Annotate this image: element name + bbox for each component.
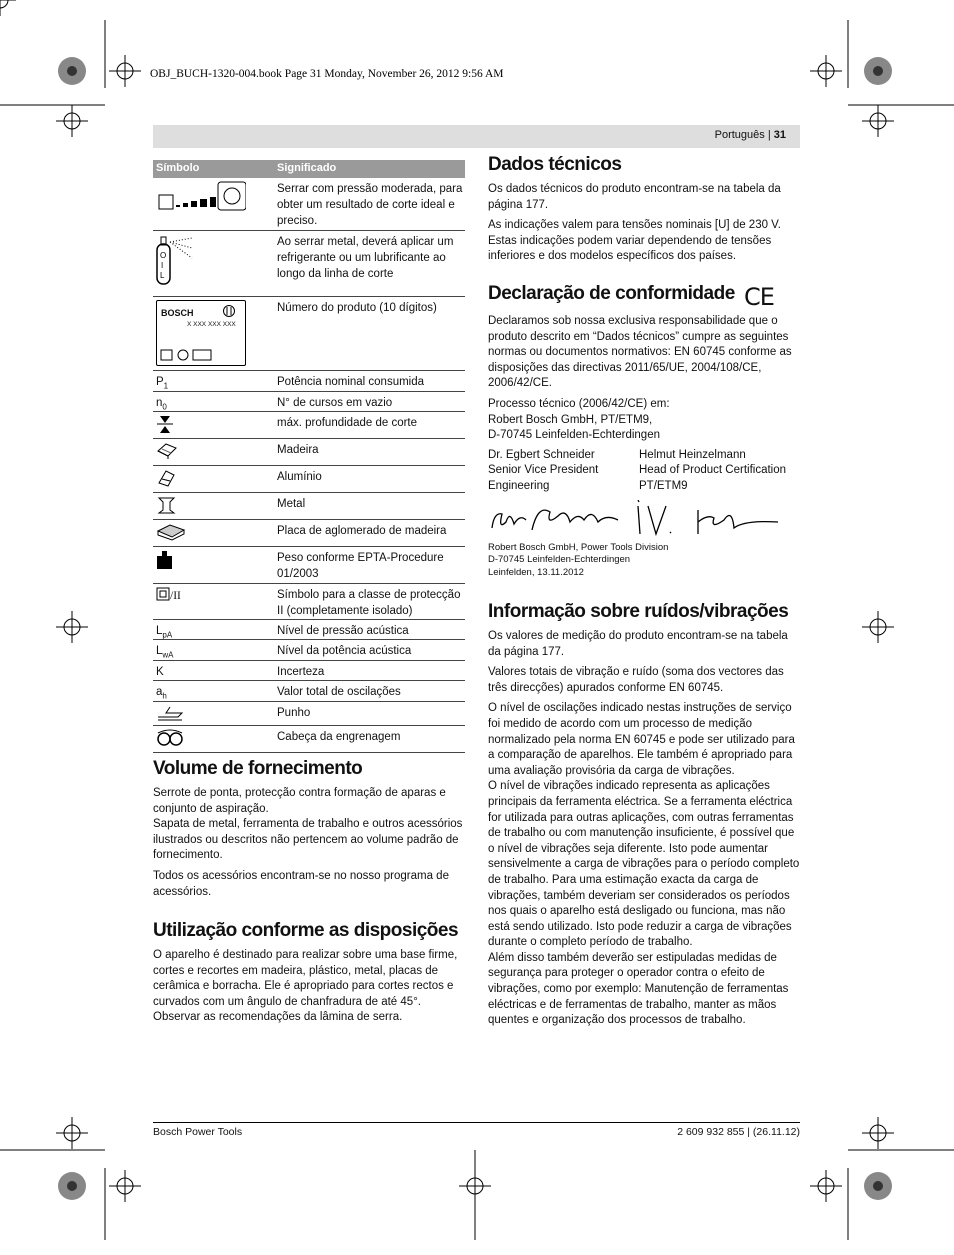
table-row <box>153 520 465 547</box>
paragraph: Declaramos sob nossa exclusiva responsabilidade que o produto descrito em “Dados técnicos” cumpre as seguintes normas ou documentos normativos: EN 60745 conforme as disposições das directivas 2011/65/UE, 2004/108/CE, 2006/42/CE. <box>488 315 792 390</box>
section-title: Utilização conforme as disposições <box>153 920 459 941</box>
paragraph: As indicações valem para tensões nominais [U] de 230 V. Estas indicações podem variar dependendo de tensões inferiores e dos modelos específicos dos países. <box>488 219 781 263</box>
row-meaning: Placa de aglomerado de madeira <box>277 525 447 537</box>
table-row <box>153 297 465 371</box>
oil-icon <box>156 234 196 291</box>
row-symbol: $L_{pA}$ <box>156 625 173 640</box>
nameplate-brand: BOSCH <box>161 308 194 318</box>
row-meaning: Valor total de oscilações <box>277 686 401 698</box>
table-row <box>153 547 465 584</box>
table-row <box>153 412 465 439</box>
table-row <box>153 620 465 640</box>
table-row <box>153 702 465 726</box>
company-line: Robert Bosch GmbH, Power Tools Division <box>488 541 669 553</box>
gear-head-icon <box>156 729 184 752</box>
section-title: Informação sobre ruídos/vibrações <box>488 601 789 622</box>
footer-right: 2 609 932 855 | (26.11.12) <box>677 1126 800 1138</box>
paragraph: Os valores de medição do produto encontram-se na tabela da página 177. <box>488 630 788 658</box>
cut-depth-icon <box>156 415 174 440</box>
row-meaning: Número do produto (10 dígitos) <box>277 302 437 314</box>
svg-text:O: O <box>160 251 167 260</box>
volume-section <box>153 758 465 900</box>
signatories <box>488 448 800 498</box>
conformity-section <box>488 283 800 579</box>
company-line: Leinfelden, 13.11.2012 <box>488 566 584 578</box>
paragraph: Os dados técnicos do produto encontram-se na tabela da página 177. <box>488 183 781 211</box>
row-meaning: Ao serrar metal, deverá aplicar um refrigerante ou um lubrificante ao longo da linha de corte <box>277 236 454 280</box>
nameplate-number: X XXX XXX XXX <box>187 321 236 328</box>
col-meaning-header: Significado <box>277 162 337 174</box>
svg-text:L: L <box>160 271 165 280</box>
table-header <box>153 160 465 178</box>
technical-section <box>488 154 800 265</box>
footer-left: Bosch Power Tools <box>153 1126 243 1138</box>
noise-section <box>488 601 800 1029</box>
paragraph: Todos os acessórios encontram-se no nosso programa de acessórios. <box>153 869 449 898</box>
row-meaning: Madeira <box>277 444 319 456</box>
company-line: D-70745 Leinfelden-Echterdingen <box>488 554 631 566</box>
paragraph: Além disso também deverão ser estipuladas medidas de segurança para proteger o operador contra o efeito de vibrações, como por exemplo: Manutenção de ferramentas eléctricas e de ferramentas de trabalho, manter as mãos quentes e organização dos processos de trabalho. <box>488 951 789 1027</box>
section-title: Declaração de conformidade <box>488 283 735 304</box>
signatory-left: Senior Vice President <box>488 464 599 477</box>
process-line: Processo técnico (2006/42/CE) em: <box>488 397 670 410</box>
paragraph: O aparelho é destinado para realizar sobre uma base firme, cortes e recortes em madeira, plástico, metal, placas de cerâmica e borracha. Ele é apropriado para cortes rectos e curvados com um ângulo de chanfradura de até 45°. Observar as recomendações da lâmina de serra. <box>153 949 458 1024</box>
paragraph: Serrote de ponta, protecção contra formação de aparas e conjunto de aspiração. <box>153 787 446 815</box>
metal-icon <box>156 496 178 519</box>
paragraph: Sapata de metal, ferramenta de trabalho e outros acessórios ilustrados ou descritos não pertencem ao volume padrão de fornecimento. <box>153 818 463 862</box>
page-header <box>153 125 800 148</box>
table-row <box>153 371 465 392</box>
row-symbol: $n_0$ <box>156 397 167 412</box>
process-line: D-70745 Leinfelden-Echterdingen <box>488 429 660 442</box>
ce-mark-icon: CE <box>744 283 774 311</box>
weight-icon <box>156 550 174 575</box>
process-line: Robert Bosch GmbH, PT/ETM9, <box>488 413 653 426</box>
paragraph: O nível de vibrações indicado representa as aplicações principais da ferramenta eléctrica. Se a ferramenta eléctrica for utilizada para outras aplicações, com outras ferramentas de trabalho ou com manutenção insuficiente, é possível que o nível de vibrações seja diferente. Isto pode aumentar sensivelmente a carga de vibrações para o período completo de trabalho. Para uma estimação exacta da carga de vibrações, também deveriam ser considerados os períodos nos quais o aparelho está desligado ou funciona, mas não está sendo utilizado. Isto pode reduzir a carga de vibrações durante o completo período de trabalho. <box>488 780 800 949</box>
svg-text:I: I <box>161 261 164 270</box>
table-row <box>153 640 465 661</box>
chipboard-icon <box>156 523 186 546</box>
table-row <box>153 231 465 297</box>
table-row <box>153 178 465 231</box>
row-meaning: Incerteza <box>277 666 325 678</box>
table-row <box>153 466 465 493</box>
table-row <box>153 392 465 412</box>
footer-divider <box>153 1122 800 1123</box>
signatory-right: PT/ETM9 <box>639 479 688 492</box>
nameplate-icon <box>156 300 246 366</box>
header-language: Português <box>714 129 765 141</box>
row-meaning: Nível de pressão acústica <box>277 625 409 637</box>
handle-icon <box>156 705 184 726</box>
section-title: Dados técnicos <box>488 154 622 175</box>
row-meaning: Peso conforme EPTA-Procedure 01/2003 <box>277 552 444 580</box>
usage-section <box>153 920 465 1026</box>
row-meaning: máx. profundidade de corte <box>277 417 418 429</box>
row-symbol: $a_h$ <box>156 686 167 701</box>
row-symbol: $L_{wA}$ <box>156 645 174 660</box>
row-meaning: Alumínio <box>277 471 322 483</box>
header-text: Português | 31 <box>714 129 786 141</box>
table-row <box>153 439 465 466</box>
row-symbol: /II <box>170 590 181 602</box>
row-meaning: Punho <box>277 707 311 719</box>
pressure-icon <box>156 181 246 222</box>
protection-class-icon <box>156 587 181 604</box>
symbol-table <box>153 160 465 753</box>
signatory-left: Dr. Egbert Schneider <box>488 448 595 461</box>
row-meaning: Símbolo para a classe de protecção II (completamente isolado) <box>277 589 461 617</box>
signatory-right: Helmut Heinzelmann <box>639 448 746 461</box>
paragraph: O nível de oscilações indicado nestas instruções de serviço foi medido de acordo com um processo de medição normalizado pela norma EN 60745 e pode ser utilizado para a comparação de aparelhos. Ele também é apropriado para uma avaliação provisória da carga de vibrações. <box>488 702 795 777</box>
table-row <box>153 726 465 753</box>
signatory-left: Engineering <box>488 479 550 492</box>
page-number: 31 <box>773 129 786 141</box>
table-row <box>153 681 465 702</box>
wood-icon <box>156 442 178 465</box>
section-title: Volume de fornecimento <box>153 758 363 779</box>
file-info: OBJ_BUCH-1320-004.book Page 31 Monday, November 26, 2012 9:56 AM <box>150 68 504 80</box>
row-symbol: $P_1$ <box>156 376 169 391</box>
row-meaning: Metal <box>277 498 306 510</box>
table-row <box>153 584 465 620</box>
row-symbol: K <box>156 666 164 678</box>
paragraph: Valores totais de vibração e ruído (soma dos vectores das três direcções) apurados conforme EN 60745. <box>488 666 784 694</box>
signatory-right: Head of Product Certification <box>639 464 787 477</box>
row-meaning: Potência nominal consumida <box>277 376 425 388</box>
signatures-image <box>488 500 788 540</box>
row-meaning: Serrar com pressão moderada, para obter um resultado de corte ideal e preciso. <box>277 183 463 227</box>
table-row <box>153 493 465 520</box>
row-meaning: Cabeça da engrenagem <box>277 731 401 743</box>
row-meaning: N° de cursos em vazio <box>277 397 393 409</box>
aluminium-icon <box>156 469 178 492</box>
row-meaning: Nível da potência acústica <box>277 645 412 657</box>
table-row <box>153 661 465 681</box>
col-symbol-header: Símbolo <box>156 162 200 174</box>
